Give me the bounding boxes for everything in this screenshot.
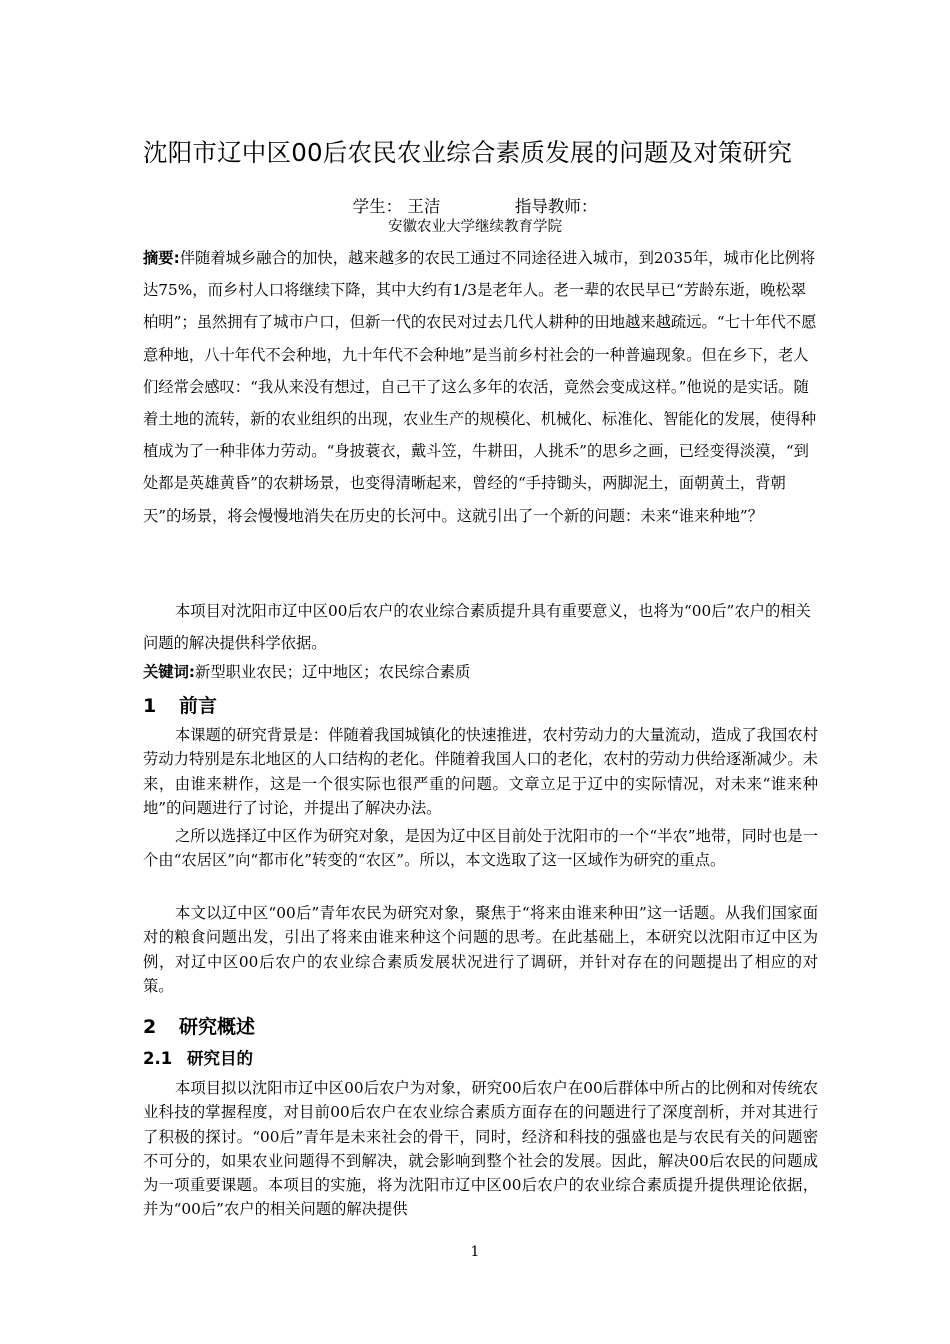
subsection-title: 研究目的 xyxy=(187,1049,253,1068)
body-paragraph: 之所以选择辽中区作为研究对象，是因为辽中区目前处于沈阳市的一个“半农”地带，同时也是一个由“农居区”向“都市化”转变的“农区”。所以，本文选取了这一区域作为研究的重点。 xyxy=(143,827,818,870)
subsection-heading-2-1 xyxy=(143,1047,253,1071)
abstract-paragraph-2: 本项目对沈阳市辽中区00后农户的农业综合素质提升具有重要意义，也将为“00后”农户的相关问题的解决提供科学依据。 xyxy=(143,602,811,653)
body-paragraph: 本课题的研究背景是：伴随着我国城镇化的快速推进，农村劳动力的大量流动，造成了我国农村劳动力特别是东北地区的人口结构的老化。伴随着我国人口的老化，农村的劳动力供给逐渐减少。未来，由谁来耕作，这是一个很实际也很严重的问题。文章立足于辽中的实际情况，对未来“谁来种地”的问题进行了讨论，并提出了解决办法。 xyxy=(143,726,818,817)
keywords-text: 新型职业农民；辽中地区；农民综合素质 xyxy=(195,663,471,681)
student-name: 王洁 xyxy=(407,197,441,216)
affiliation: 安徽农业大学继续教育学院 xyxy=(388,219,562,235)
abstract-label: 摘要: xyxy=(143,249,180,267)
body-paragraph: 本项目拟以沈阳市辽中区00后农户为对象，研究00后农户在00后群体中所占的比例和对传统农业科技的掌握程度，对目前00后农户在农业综合素质方面存在的问题进行了深度剖析，并对其进行了积极的探讨。“00后”青年是未来社会的骨干，同时，经济和科技的强盛也是与农民有关的问题密不可分的，如果农业问题得不到解决，就会影响到整个社会的发展。因此，解决00后农民的问题成为一项重要课题。本项目的实施，将为沈阳市辽中区00后农户的农业综合素质提升提供理论依据，并为“00后”农户的相关问题的解决提供 xyxy=(143,1079,818,1219)
section-heading-1 xyxy=(143,693,217,719)
paper-title: 沈阳市辽中区00后农民农业综合素质发展的问题及对策研究 xyxy=(143,138,793,167)
keywords-label: 关键词: xyxy=(143,663,196,681)
author-line xyxy=(0,196,950,218)
advisor-label: 指导教师： xyxy=(514,197,598,216)
student-label: 学生： xyxy=(352,197,403,216)
section-title: 前言 xyxy=(179,695,218,717)
section-number: 2 xyxy=(143,1016,157,1038)
section-heading-2 xyxy=(143,1014,255,1040)
section-title: 研究概述 xyxy=(179,1016,256,1038)
subsection-number: 2.1 xyxy=(143,1049,173,1068)
page-number: 1 xyxy=(470,1244,480,1260)
abstract-text: 伴随着城乡融合的加快，越来越多的农民工通过不同途径进入城市，到2035年，城市化比例将达75%，而乡村人口将继续下降，其中大约有1/3是老年人。老一辈的农民早已“芳龄东逝，晚松翠柏明”；虽然拥有了城市户口，但新一代的农民对过去几代人耕种的田地越来越疏远。“七十年代不愿意种地，八十年代不会种地，九十年代不会种地”是当前乡村社会的一种普遍现象。但在乡下，老人们经常会感叹：“我从来没有想过，自己干了这么多年的农活，竟然会变成这样。”他说的是实话。随着土地的流转，新的农业组织的出现，农业生产的规模化、机械化、标准化、智能化的发展，使得种植成为了一种非体力劳动。“身披蓑衣，戴斗笠，牛耕田，人挑禾”的思乡之画，已经变得淡漠，“到处都是英雄黄昏”的农耕场景，也变得清晰起来，曾经的“手持锄头，两脚泥土，面朝黄土，背朝天”的场景，将会慢慢地消失在历史的长河中。这就引出了一个新的问题：未来“谁来种地”？ xyxy=(143,249,817,525)
abstract xyxy=(143,242,818,532)
body-paragraph: 本文以辽中区“00后”青年农民为研究对象，聚焦于“将来由谁来种田”这一话题。从我们国家面对的粮食问题出发，引出了将来由谁来种这个问题的思考。在此基础上，本研究以沈阳市辽中区为例，对辽中区00后农户的农业综合素质发展状况进行了调研，并针对存在的问题提出了相应的对策。 xyxy=(143,904,818,995)
section-number: 1 xyxy=(143,695,157,717)
keywords xyxy=(143,659,818,685)
